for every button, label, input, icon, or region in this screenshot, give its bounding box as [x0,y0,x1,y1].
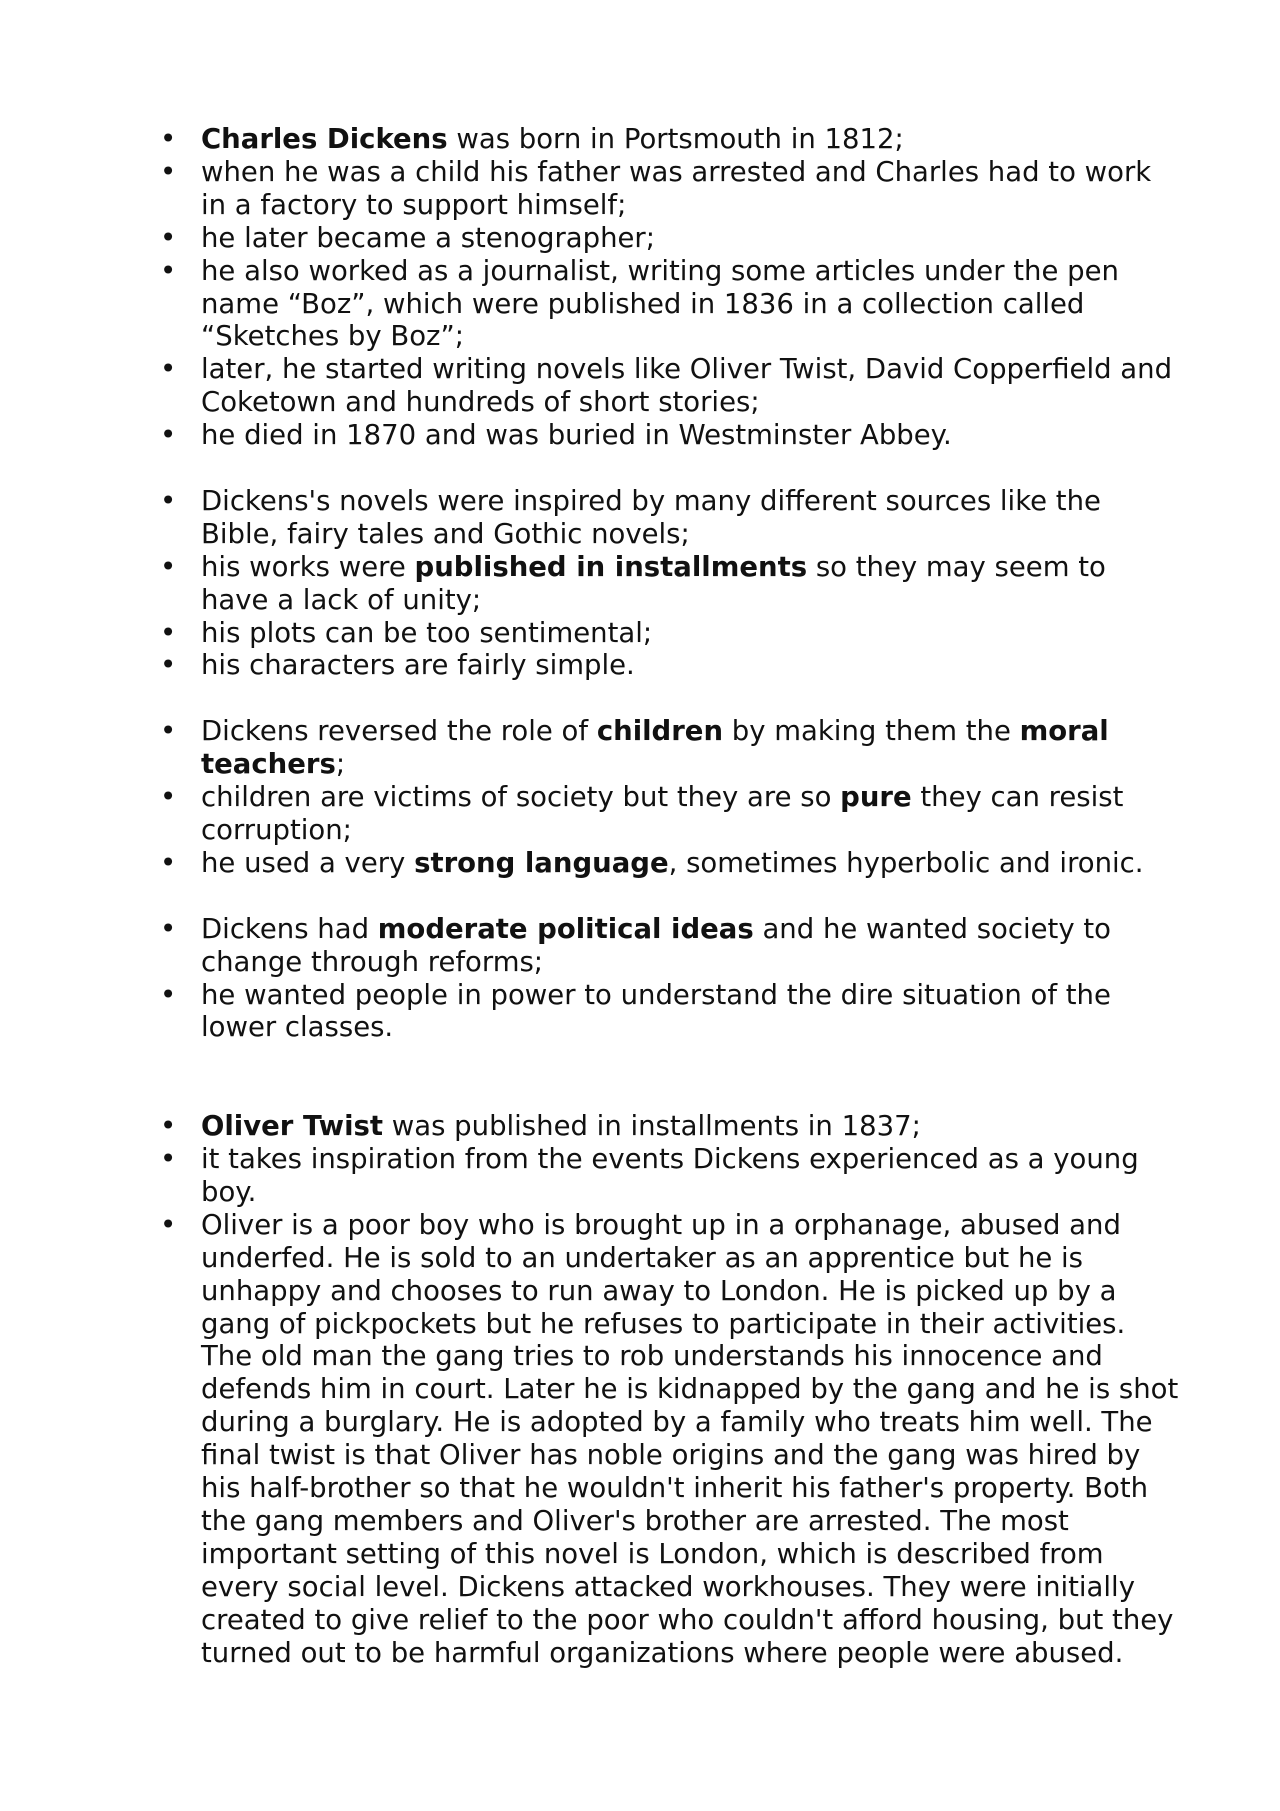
bullet-list [160,913,1180,1045]
bullet-icon: • [160,484,177,517]
bold-text: published in installments [414,550,808,583]
text: children are victims of society but they are so [201,781,841,814]
bullet-icon: • [160,781,177,814]
bullet-icon: • [160,1208,177,1241]
list-item [160,419,1180,452]
bullet-icon: • [160,221,177,254]
text: he also worked as a journalist, writing some articles under the pen name “Boz”, which were published in 1836 in a collection called “Sketches by Boz”; [201,254,1119,353]
text: later, he started writing novels like Oliver Twist, David Copperfield and Coketown and hundreds of short stories; [201,353,1173,419]
notes-content [160,123,1180,1670]
bullet-icon: • [160,616,177,649]
text: his works were [201,550,415,583]
text: Oliver is a poor boy who is brought up in a orphanage, abused and underfed. He is sold to an undertaker as an apprentice but he is unhappy and chooses to run away to London. He is picked up by a gang of pickpockets but he refuses to participate in their activities. The old man the gang tries to rob understands his innocence and defends him in court. Later he is kidnapped by the gang and he is shot during a burglary. He is adopted by a family who treats him well. The final twist is that Oliver has noble origins and the gang was hired by his half-brother so that he wouldn't inherit his father's property. Both the gang members and Oliver's brother are arrested. The most important setting of this novel is London, which is described from every social level. Dickens attacked workhouses. They were initially created to give relief to the poor who couldn't afford housing, but they turned out to be harmful organizations where people were abused. [201,1208,1179,1669]
bullet-icon: • [160,1110,177,1143]
list-item [160,649,1180,682]
bold-text: Charles Dickens [201,123,448,155]
bullet-list [160,485,1180,682]
text: he wanted people in power to understand the dire situation of the lower classes. [201,978,1111,1044]
list-item [160,979,1180,1045]
list-item [160,485,1180,551]
text: he used a very [201,846,415,879]
bullet-icon: • [160,978,177,1011]
bullet-icon: • [160,419,177,452]
bullet-icon: • [160,1143,177,1176]
bold-text: strong language [414,846,669,879]
text: when he was a child his father was arrested and Charles had to work in a factory to support himself; [201,155,1152,221]
bullet-icon: • [160,912,177,945]
bullet-icon: • [160,254,177,287]
list-item [160,255,1180,354]
list-item [160,913,1180,979]
bold-text: pure [840,781,912,814]
text: , sometimes hyperbolic and ironic. [668,846,1144,879]
bold-text: Oliver Twist [201,1110,384,1143]
list-item [160,222,1180,255]
bold-text: children [596,715,724,748]
bold-text: moral teachers [201,715,1109,781]
text: they can resist corruption; [201,781,1124,846]
text: Dickens had [201,912,378,945]
bullet-list [160,1110,1180,1669]
list-item [160,1110,1180,1143]
text: it takes inspiration from the events Dickens experienced as a young boy. [201,1143,1139,1208]
list-item [160,847,1180,880]
bullet-icon: • [160,123,177,155]
list-item [160,156,1180,222]
bullet-icon: • [160,155,177,188]
list-item [160,715,1180,781]
bullet-icon: • [160,715,177,748]
bullet-icon: • [160,550,177,583]
text: was published in installments in 1837; [383,1110,921,1143]
bullet-icon: • [160,649,177,682]
bullet-icon: • [160,353,177,386]
text: ; [335,748,346,781]
text: his plots can be too sentimental; [201,616,653,649]
bullet-list [160,123,1180,452]
text: he later became a stenographer; [201,221,655,254]
text: was born in Portsmouth in 1812; [447,123,904,155]
text: Dickens's novels were inspired by many different sources like the Bible, fairy tales and Gothic novels; [201,484,1101,550]
text: and he wanted society to change through reforms; [201,912,1111,978]
list-item [160,781,1180,847]
list-item [160,353,1180,419]
list-item [160,1209,1180,1670]
bullet-list [160,715,1180,880]
bold-text: moderate political ideas [377,912,754,945]
list-item [160,123,1180,156]
list-item [160,551,1180,617]
text: Dickens reversed the role of [201,715,597,748]
list-item [160,1143,1180,1209]
text: so they may seem to have a lack of unity; [201,550,1106,616]
text: by making them the [723,715,1020,748]
list-item [160,617,1180,650]
bullet-icon: • [160,846,177,879]
text: his characters are fairly simple. [201,649,635,682]
text: he died in 1870 and was buried in Westminster Abbey. [201,419,952,452]
